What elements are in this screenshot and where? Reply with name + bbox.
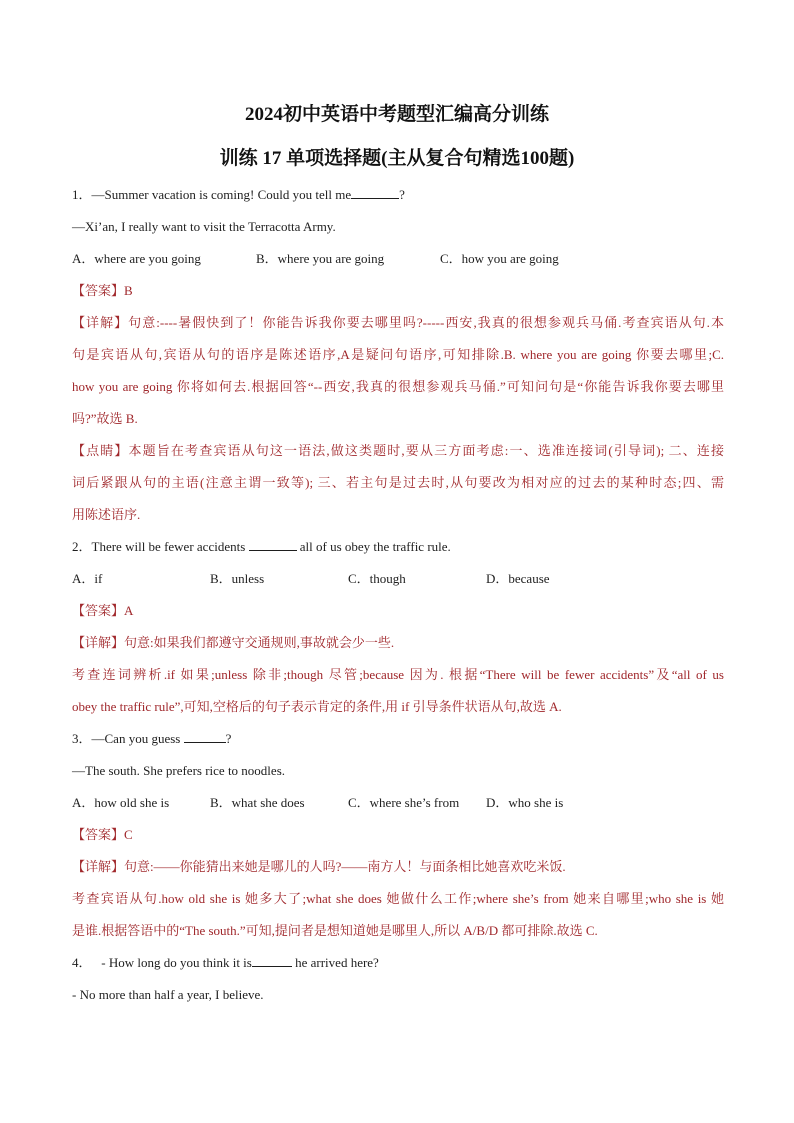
question-3-detail-line: 【详解】句意:——你能猜出来她是哪儿的人吗?——南方人！与面条相比她喜欢吃米饭. xyxy=(72,859,566,874)
question-1-tip-line: 词后紧跟从句的主语(注意主谓一致等); 三、若主句是过去时,从句要改为相对应的过去的某种时态;四、需 xyxy=(72,475,724,490)
question-number: 3． xyxy=(72,731,92,746)
question-3-reply: —The south. She prefers rice to noodles. xyxy=(72,763,286,778)
option-b: B．what she does xyxy=(210,795,305,810)
option-d: D．because xyxy=(486,571,550,586)
detail-label: 【详解】 xyxy=(72,859,125,874)
question-text: - How long do you think it is xyxy=(101,955,252,970)
question-1-tip-line: 用陈述语序. xyxy=(72,507,141,522)
question-2-answer xyxy=(72,602,724,620)
detail-label: 【详解】 xyxy=(72,315,129,330)
answer-value: B xyxy=(124,283,133,298)
question-4-stem xyxy=(72,954,724,972)
answer-blank xyxy=(249,538,297,551)
answer-blank xyxy=(184,730,226,743)
question-1-detail-line: how you are going 你将如何去.根据回答“--西安,我真的很想参观兵马俑.”可知问句是“你能告诉我你要去哪里 xyxy=(72,379,724,394)
question-3-stem xyxy=(72,730,724,748)
page-subtitle: 训练 17 单项选择题(主从复合句精选100题) xyxy=(219,148,575,169)
option-b: B．unless xyxy=(210,571,265,586)
question-number: 1． xyxy=(72,187,92,202)
tip-label: 【点睛】 xyxy=(72,443,129,458)
question-3-detail-line: 考查宾语从句.how old she is 她多大了;what she does 她做什么工作;where she’s from 她来自哪里;who she is 她 xyxy=(72,891,724,906)
option-c: C．though xyxy=(348,571,406,586)
question-2-detail-line: 考查连词辨析.if 如果;unless 除非;though 尽管;because 因为. 根据“There will be fewer accidents”及“all of us xyxy=(72,667,724,682)
question-text: —Can you guess xyxy=(91,731,181,746)
option-a: A．how old she is xyxy=(72,795,170,810)
answer-value: A xyxy=(124,603,134,618)
page-title: 2024初中英语中考题型汇编高分训练 xyxy=(244,104,549,125)
question-1-tip-line: 【点睛】本题旨在考查宾语从句这一语法,做这类题时,要从三方面考虑:一、选准连接词(引导词); 二、连接 xyxy=(72,443,724,458)
question-text-end: he arrived here? xyxy=(295,955,379,970)
question-text: There will be fewer accidents xyxy=(91,539,246,554)
question-3-answer xyxy=(72,826,724,844)
option-d: D．who she is xyxy=(486,795,564,810)
question-text-end: ? xyxy=(225,731,232,746)
answer-blank xyxy=(351,186,399,199)
question-1-stem xyxy=(72,186,724,204)
answer-label: 【答案】 xyxy=(72,283,125,298)
question-4-reply: - No more than half a year, I believe. xyxy=(72,987,264,1002)
question-2-detail-line: 【详解】句意:如果我们都遵守交通规则,事故就会少一些. xyxy=(72,635,395,650)
answer-value: C xyxy=(124,827,133,842)
answer-blank xyxy=(252,954,292,967)
question-text-end: all of us obey the traffic rule. xyxy=(299,539,451,554)
question-2-stem xyxy=(72,538,724,556)
option-c: C．where she’s from xyxy=(348,795,460,810)
question-text-end: ? xyxy=(399,187,405,202)
question-1-reply: —Xi’an, I really want to visit the Terracotta Army. xyxy=(72,219,336,234)
answer-label: 【答案】 xyxy=(72,827,125,842)
question-1-detail-line: 【详解】句意:----暑假快到了！你能告诉我你要去哪里吗?-----西安,我真的很想参观兵马俑.考查宾语从句.本 xyxy=(72,315,724,330)
answer-label: 【答案】 xyxy=(72,603,125,618)
detail-label: 【详解】 xyxy=(72,635,125,650)
option-b: B．where you are going xyxy=(256,251,385,266)
question-text: —Summer vacation is coming! Could you tell me xyxy=(91,187,352,202)
question-number: 2． xyxy=(72,539,92,554)
question-2-detail-line: obey the traffic rule”,可知,空格后的句子表示肯定的条件,用 if 引导条件状语从句,故选 A. xyxy=(72,699,562,714)
question-1-detail-line: 句是宾语从句,宾语从句的语序是陈述语序,A是疑问句语序,可知排除.B. where you are going 你要去哪里;C. xyxy=(72,347,724,362)
question-1-answer xyxy=(72,282,724,300)
option-a: A．if xyxy=(72,571,103,586)
question-1-detail-line: 吗?”故选 B. xyxy=(72,411,138,426)
question-number: 4． xyxy=(72,955,92,970)
option-c: C．how you are going xyxy=(440,251,559,266)
question-3-detail-line: 是谁.根据答语中的“The south.”可知,提问者是想知道她是哪里人,所以 A/B/D 都可排除.故选 C. xyxy=(72,923,598,938)
option-a: A．where are you going xyxy=(72,251,201,266)
